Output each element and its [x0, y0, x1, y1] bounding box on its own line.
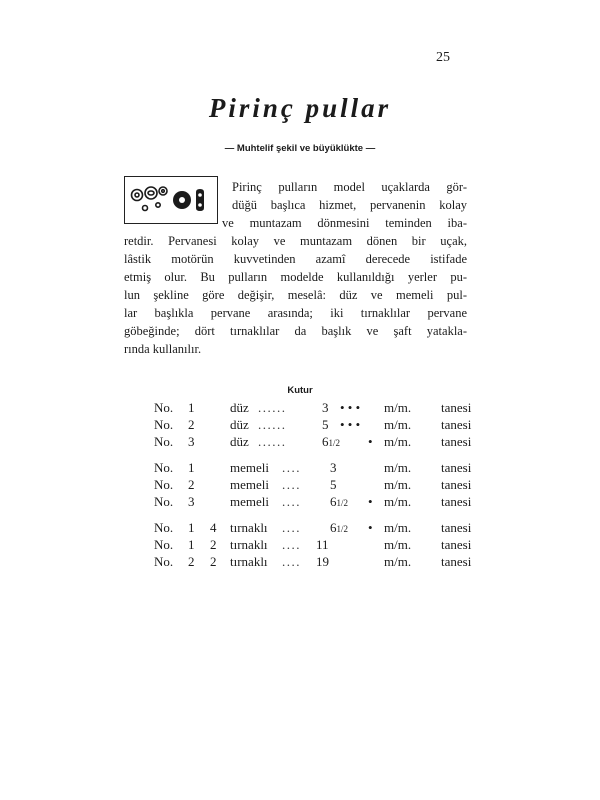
- paragraph-line: düğü başlıca hizmet, pervanenin kolay: [232, 198, 467, 212]
- table-row: No. 1 2 tırnaklı .... 11 m/m. tanesi: [154, 537, 472, 552]
- table-row: No. 3 memeli .... 61/2 • m/m. tanesi: [154, 494, 472, 509]
- paragraph-line: ve muntazam dönmesini teminden iba-: [222, 216, 467, 230]
- page-title: Pirinç pullar: [208, 93, 392, 123]
- table-row: No. 3 düz ...... 61/2 • m/m. tanesi: [154, 434, 472, 449]
- paragraph-line: göbeğinde; dört tırnaklılar da başlık ve şaft yatakla-: [124, 324, 467, 338]
- table-row: No. 2 düz ...... 5 • • • m/m. tanesi: [154, 417, 472, 432]
- page-subtitle: — Muhtelif şekil ve büyüklükte —: [224, 143, 376, 154]
- page-number: 25: [436, 50, 450, 65]
- table-row: No. 1 düz ...... 3 • • • m/m. tanesi: [154, 400, 472, 415]
- paragraph-line: lar başlıkla pervane arasında; iki tırnaklılar pervane: [124, 306, 467, 320]
- paragraph-line: etmiş olur. Bu pulların modelde kullanıldığı yerler pu-: [124, 270, 467, 284]
- table-row: No. 1 memeli .... 3 m/m. tanesi: [154, 460, 472, 475]
- paragraph-line: retdir. Pervanesi kolay ve muntazam dönen bir uçak,: [124, 234, 467, 248]
- paragraph-line: lâstik motörün kuvvetinden azamî derecede istifade: [124, 252, 467, 266]
- table-row: No. 2 2 tırnaklı .... 19 m/m. tanesi: [154, 554, 472, 569]
- brass-washers-illustration: [124, 176, 218, 224]
- paragraph-line: Pirinç pulların model uçaklarda gör-: [232, 180, 467, 194]
- paragraph-line: rında kullanılır.: [124, 342, 202, 356]
- table-row: No. 1 4 tırnaklı .... 61/2 • m/m. tanesi: [154, 520, 472, 535]
- paragraph-line: lun şekline göre değişir, meselâ: düz ve memeli pul-: [124, 288, 467, 302]
- table-title: Kutur: [287, 385, 313, 396]
- table-row: No. 2 memeli .... 5 m/m. tanesi: [154, 477, 472, 492]
- washer-icon: [125, 177, 217, 223]
